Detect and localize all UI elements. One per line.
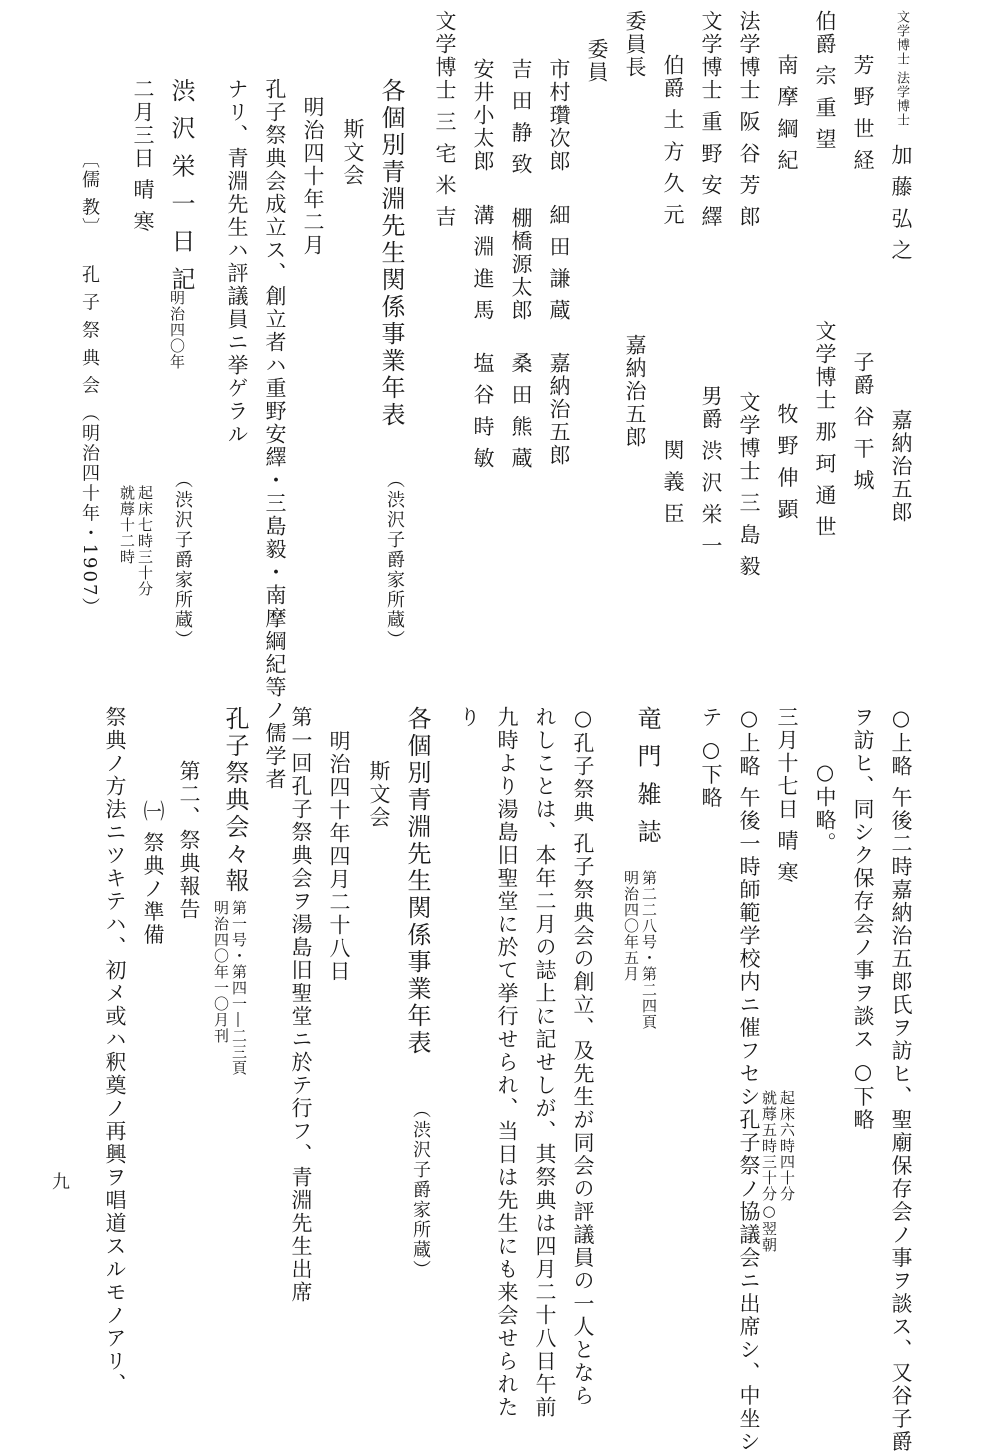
member-name: 関 義 臣 (661, 439, 685, 526)
member-row-2 (852, 54, 873, 492)
diary-entry-line: テ ○下略 (699, 706, 723, 810)
diary-date: 三月十七日 晴 寒 (775, 706, 799, 885)
chair-row (624, 10, 645, 449)
ryumon-body-line: り (457, 706, 481, 729)
committee-member: 棚橋源太郎 (509, 206, 533, 322)
diary-time (118, 485, 135, 565)
report-title: 孔子祭典会々報 (221, 706, 249, 895)
page-number: 九 (52, 1172, 70, 1193)
diary-entry-line: ○中略。 (813, 760, 837, 855)
section-title: 各個別青淵先生関係事業年表 (377, 78, 405, 429)
section-body-line: 孔子祭典会成立ス、創立者ハ重野安繹・三島毅・南摩綱紀等ノ儒学者 (263, 78, 287, 791)
diary-source: （渋沢子爵家所蔵） (172, 470, 193, 650)
running-header (80, 150, 98, 618)
ryumon-body-line: 九時より湯島旧聖堂に於て挙行せられ、当日は先生にも来会せられた (495, 706, 519, 1419)
committee-member: 市村瓚次郎 (547, 58, 571, 173)
diary-year: 明治四〇年 (168, 290, 186, 370)
ryumon-body-line: れしことは、本年二月の誌上に記せしが、其祭典は四月二十八日午前 (533, 706, 557, 1419)
member-name: 加 藤 弘 之 (889, 143, 913, 262)
diary-date: 二月三日 晴 寒 (131, 78, 155, 234)
section-category: 斯文会 (367, 760, 391, 829)
committee-member: 溝 淵 進 馬 (471, 203, 495, 322)
member-name: 伯爵 土 方 久 元 (661, 54, 685, 227)
member-name: 文学博士 重 野 安 繹 (699, 10, 723, 229)
member-name: 文学博士 三 島 毅 (737, 391, 761, 579)
report-body-line: 祭典ノ方法ニツキテハ、初メ或ハ釈奠ノ再興ヲ唱道スルモノアリ、 (103, 706, 127, 1396)
section-category: 斯文会 (341, 118, 365, 187)
running-header-text: 孔 子 祭 典 会 （明治四十年・1907） (79, 265, 100, 618)
section-body-line: ナリ、青淵先生ハ評議員ニ挙ゲラル (225, 78, 249, 446)
member-name: 伯爵 宗 重 望 (813, 10, 837, 152)
report-meta: 第一号・第四一―二三頁 (230, 900, 248, 1076)
member-row-4 (776, 54, 797, 521)
section-source: （渋沢子爵家所蔵） (384, 470, 405, 650)
committee-member: 嘉納治五郎 (547, 352, 571, 468)
member-name: 牧 野 伸 顕 (775, 402, 799, 521)
report-subheading: ㈠ 祭典ノ準備 (141, 800, 165, 947)
diary-entry-line: ○上略 午後一時師範学校内ニ催フセシ孔子祭ノ協議会ニ出席シ、中坐シ (737, 706, 761, 1454)
member-name: 法学博士 阪 谷 芳 郎 (737, 10, 761, 229)
member-name: 南 摩 綱 紀 (775, 54, 799, 173)
committee-row-3 (472, 58, 493, 470)
running-header-label: 〔儒 教〕 (79, 150, 100, 238)
committee-row-1 (548, 58, 569, 467)
member-name: 文学博士 那 珂 通 世 (813, 319, 837, 539)
member-title: 文学博士 法学博士 (894, 10, 909, 128)
member-name: 男爵 渋 沢 栄 一 (699, 385, 723, 559)
diary-entry-line: ○上略 午後二時嘉納治五郎氏ヲ訪ヒ、聖廟保存会ノ事ヲ談ス、又谷子爵 (889, 706, 913, 1454)
member-name: 子爵 谷 干 城 (851, 350, 875, 492)
member-name: 芳 野 世 経 (851, 54, 875, 173)
member-row-5 (738, 10, 759, 578)
report-heading: 第二、祭典報告 (177, 760, 201, 921)
ryumon-body-line: ○孔子祭典 孔子祭典会の創立、及先生が同会の評議員の一人となら (571, 706, 595, 1408)
diary-time: 就蓐五時三十分○翌朝 (760, 1090, 778, 1253)
section-title: 各個別青淵先生関係事業年表 (403, 706, 431, 1057)
committee-member: 吉 田 静 致 (509, 58, 533, 177)
committee-row-4: 文学博士 三 宅 米 吉 (433, 10, 457, 229)
section-body-line: 第一回孔子祭典会ヲ湯島旧聖堂ニ於テ行フ、青淵先生出席 (289, 706, 313, 1304)
member-row-6 (700, 10, 721, 558)
diary-entry-line: ヲ訪ヒ、同シク保存会ノ事ヲ談ス ○下略 (851, 706, 875, 1132)
member-name: 嘉納治五郎 (889, 408, 913, 524)
member-row-3 (814, 10, 835, 538)
committee-member: 細 田 謙 蔵 (547, 203, 571, 322)
diary-title: 渋 沢 栄 一 日 記 (167, 78, 195, 294)
diary-time (136, 485, 153, 597)
member-row-1 (890, 10, 911, 524)
wake-time: 起床七時三十分 (136, 485, 154, 597)
committee-row-2 (510, 58, 531, 470)
committee-member: 桑 田 熊 蔵 (509, 352, 533, 471)
ryumon-title: 竜 門 雑 誌 (633, 706, 661, 846)
committee-member: 塩 谷 時 敏 (471, 352, 495, 471)
sleep-time: 就蓐十二時 (118, 485, 136, 565)
member-row-7 (662, 54, 683, 526)
section-date: 明治四十年四月二十八日 (327, 730, 351, 983)
report-meta: 明治四〇年一〇月刊 (212, 900, 230, 1044)
diary-time: 起床六時四十分 (778, 1090, 796, 1202)
section-date: 明治四十年二月 (301, 96, 325, 257)
chair-label: 委員長 (623, 10, 647, 79)
committee-member: 安井小太郎 (471, 58, 495, 173)
ryumon-meta: 明治四〇年五月 (622, 870, 640, 982)
committee-label: 委員 (585, 38, 609, 84)
chair-name: 嘉納治五郎 (623, 333, 647, 449)
section-source: （渋沢子爵家所蔵） (410, 1100, 431, 1280)
ryumon-meta: 第二二八号・第二四頁 (640, 870, 658, 1030)
